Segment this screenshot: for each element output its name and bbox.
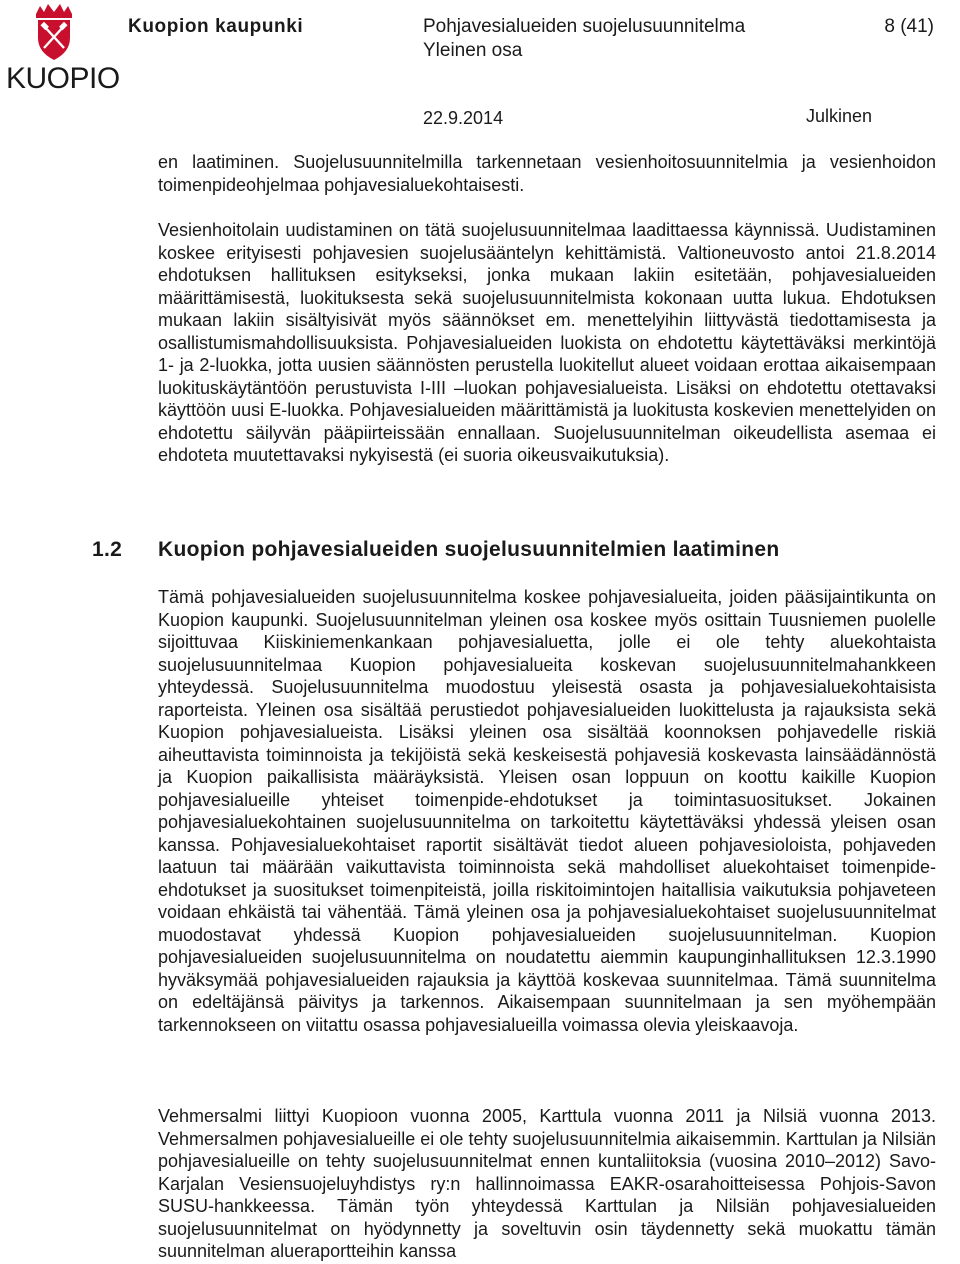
paragraph-plan-scope: Tämä pohjavesialueiden suojelusuunnitelma koskee pohjavesialueita, joiden pääsijaintikunta on Kuopion kaupunki. Suojelusuunnitelman yleinen osa koskee myös osittain Tuusniemen puolelle sijoittuvaa Kiiskiniemenkankaan pohjavesialuetta, jolle ei ole tehty aluekohtaista suojelusuunnitelmaa Kuopion pohjavesialueita koskevan suojelusuunnitelmahankkeen yhteydessä. Suojelusuunnitelma muodostuu yleisestä osasta ja pohjavesialuekohtaisista raporteista. Yleinen osa sisältää perustiedot pohjavesialueiden luokittelusta ja rajauksista sekä Kuopion pohjavesialueista. Lisäksi yleinen osa sisältää koonnoksen pohjavedelle riskiä aiheuttavista toiminnoista ja tekijöistä sekä keskeisestä pohjavesiä koskevasta lainsäädännöstä ja Kuopion paikallisista määräyksistä. Yleisen osan loppuun on koottu kaikille Kuopion pohjavesialueille yhteiset toimenpide-ehdotukset ja toimintasuositukset. Jokainen pohjavesialuekohtainen suojelusuunnitelma on tarkoitettu käytettäväksi yhdessä yleisen osan kanssa. Pohjavesialuekohtaiset raportit sisältävät tiedot alueen pohjavesioloista, pohjaveden laatuun tai määrään vaikuttavista toiminnoista sekä mahdolliset aluekohtaiset toimenpide-ehdotukset ja suositukset toimenpiteistä, joilla riskitoimintojen haitallisia vaikutuksia pohjaveteen voidaan ehkäistä tai vähentää. Tämä yleinen osa ja pohjavesialuekohtaiset suojelusuunnitelmat muodostavat yhdessä Kuopion pohjavesialueiden suojelusuunnitelman. Kuopion pohjavesialueiden suojelusuunnitelma on noudatettu aiemmin kaupunginhallituksen 12.3.1990 hyväksymää pohjavesialueiden rajauksia ja käyttöä koskevaa suunnitelmaa. Tämä suunnitelma on edeltäjänsä päivitys ja tarkennos. Aikaisempaan suunnitelmaan ja sen myöhempään tarkennokseen on viitattu osassa pohjavesialueilla voimassa olevia yleiskaavoja. [158,587,936,1035]
section-heading: Kuopion pohjavesialueiden suojelusuunnitelmien laatiminen [158,538,780,561]
document-part: Yleinen osa [423,40,523,61]
paragraph-water-law-reform: Vesienhoitolain uudistaminen on tätä suojelusuunnitelmaa laadittaessa käynnissä. Uudistaminen koskee erityisesti pohjavesien suojelusääntelyn kehittämistä. Valtioneuvosto antoi 21.8.2014 ehdotuksen hallituksen esitykseksi, jonka mukaan lakiin esitetään, pohjavesialueiden määrittämisestä, luokituksesta sekä suojelusuunnitelmista kokonaan uutta lukua. Ehdotuksen mukaan lakiin sisältyisivät myös säännökset em. menettelyihin liittyvästä tiedottamisesta ja osallistumismahdollisuuksista. Pohjavesialueiden luokista on ehdotettu käytettäväksi merkintöjä 1- ja 2-luokka, jotta uusien säännösten perustella luokitellut alueet voidaan erottaa aikaisempaan luokituskäytäntöön perustuvista I-III –luokan pohjavesialueista. Lisäksi on ehdotettu otettavaksi käyttöön uusi E-luokka. Pohjavesialueiden määrittämistä ja luokitusta koskevien menettelyiden on ehdotettu säilyvän pääpiirteissään ennallaan. Suojelusuunnitelman oikeudellista asemaa ei ehdoteta muutettavaksi nykyisestä (ei suoria oikeusvaikutuksia). [158,220,936,465]
kuopio-logo [6,2,120,95]
page-number: 8 (41) [884,16,934,37]
organization-name: Kuopion kaupunki [128,16,304,37]
paragraph-municipal-mergers: Vehmersalmi liittyi Kuopioon vuonna 2005, Karttula vuonna 2011 ja Nilsiä vuonna 2013. Vehmersalmen pohjavesialueille ei ole tehty suojelusuunnitelmia aikaisemmin. Karttulan ja Nilsiän pohjavesialueille on tehty suojelusuunnitelmat ennen kuntaliitoksia (vuosina 2010–2012) Savo-Karjalan Vesiensuojeluyhdistys ry:n hallinnoimassa EAKR-osarahoitteisessa Pohjois-Savon SUSU-hankkeessa. Tämän työn yhteydessä Karttulan ja Nilsiän pohjavesialueiden suojelusuunnitelmat on hyödynnetty ja soveltuvin osin täydennetty sekä muokattu tämän suunnitelman alueraportteihin kanssa [158,1106,936,1261]
kuopio-crest-icon [6,2,102,64]
document-title: Pohjavesialueiden suojelusuunnitelma [423,16,746,37]
classification-label: Julkinen [806,106,873,126]
paragraph-continuation: en laatiminen. Suojelusuunnitelmilla tarkennetaan vesienhoitosuunnitelmia ja vesienhoidon toimenpideohjelmaa pohjavesialuekohtaisesti. [158,152,936,195]
section-number: 1.2 [92,538,123,561]
document-date: 22.9.2014 [423,108,504,128]
logo-wordmark: KUOPIO [6,62,120,95]
